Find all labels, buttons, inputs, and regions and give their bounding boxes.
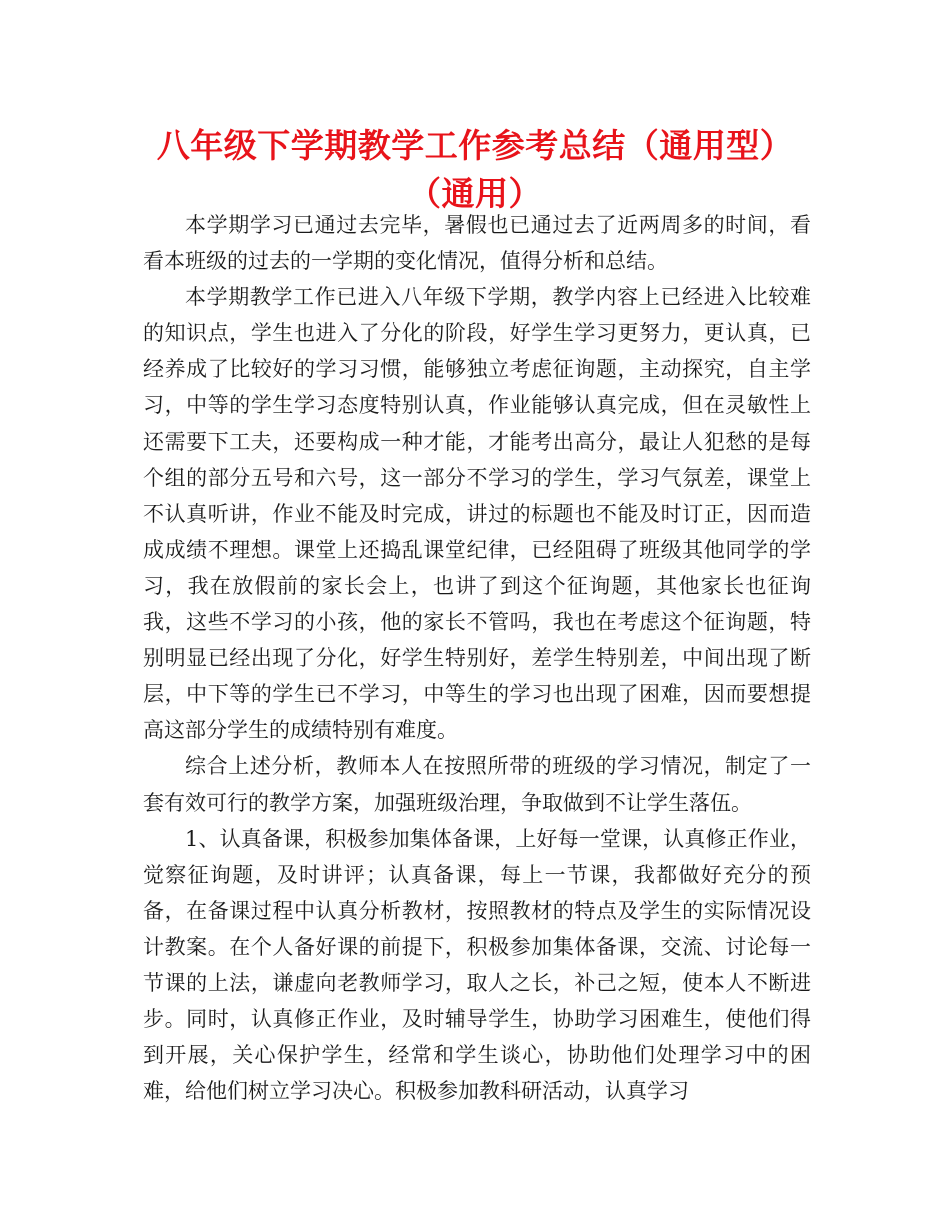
document-body xyxy=(143,207,811,1109)
paragraph-item-1: 1、认真备课，积极参加集体备课，上好每一堂课，认真修正作业，觉察征询题，及时讲评；认真备课，每上一节课，我都做好充分的预备，在备课过程中认真分析教材，按照教材的特点及学生的实际情况设计教案。在个人备好课的前提下，积极参加集体备课，交流、讨论每一节课的上法，谦虚向老教师学习，取人之长，补己之短，使本人不断进步。同时，认真修正作业，及时辅导学生，协助学习困难生，使他们得到开展，关心保护学生，经常和学生谈心，协助他们处理学习中的困难，给他们树立学习决心。积极参加教科研活动，认真学习 xyxy=(143,826,811,1104)
document-title: 八年级下学期教学工作参考总结（通用型）（通用） xyxy=(156,126,794,213)
paragraph-intro: 本学期学习已通过去完毕，暑假也已通过去了近两周多的时间，看看本班级的过去的一学期的变化情况，值得分析和总结。 xyxy=(143,213,811,274)
paragraph-analysis: 本学期教学工作已进入八年级下学期，教学内容上已经进入比较难的知识点，学生也进入了分化的阶段，好学生学习更努力，更认真，已经养成了比较好的学习习惯，能够独立考虑征询题，主动探究，自主学习，中等的学生学习态度特别认真，作业能够认真完成，但在灵敏性上还需要下工夫，还要构成一种才能，才能考出高分，最让人犯愁的是每个组的部分五号和六号，这一部分不学习的学生，学习气氛差，课堂上不认真听讲，作业不能及时完成，讲过的标题也不能及时订正，因而造成成绩不理想。课堂上还捣乱课堂纪律，已经阻碍了班级其他同学的学习，我在放假前的家长会上，也讲了到这个征询题，其他家长也征询我，这些不学习的小孩，他的家长不管吗，我也在考虑这个征询题，特别明显已经出现了分化，好学生特别好，差学生特别差，中间出现了断层，中下等的学生已不学习，中等生的学习也出现了困难，因而要想提高这部分学生的成绩特别有难度。 xyxy=(143,285,811,743)
paragraph-summary: 综合上述分析，教师本人在按照所带的班级的学习情况，制定了一套有效可行的教学方案，加强班级治理，争取做到不让学生落伍。 xyxy=(143,754,811,815)
